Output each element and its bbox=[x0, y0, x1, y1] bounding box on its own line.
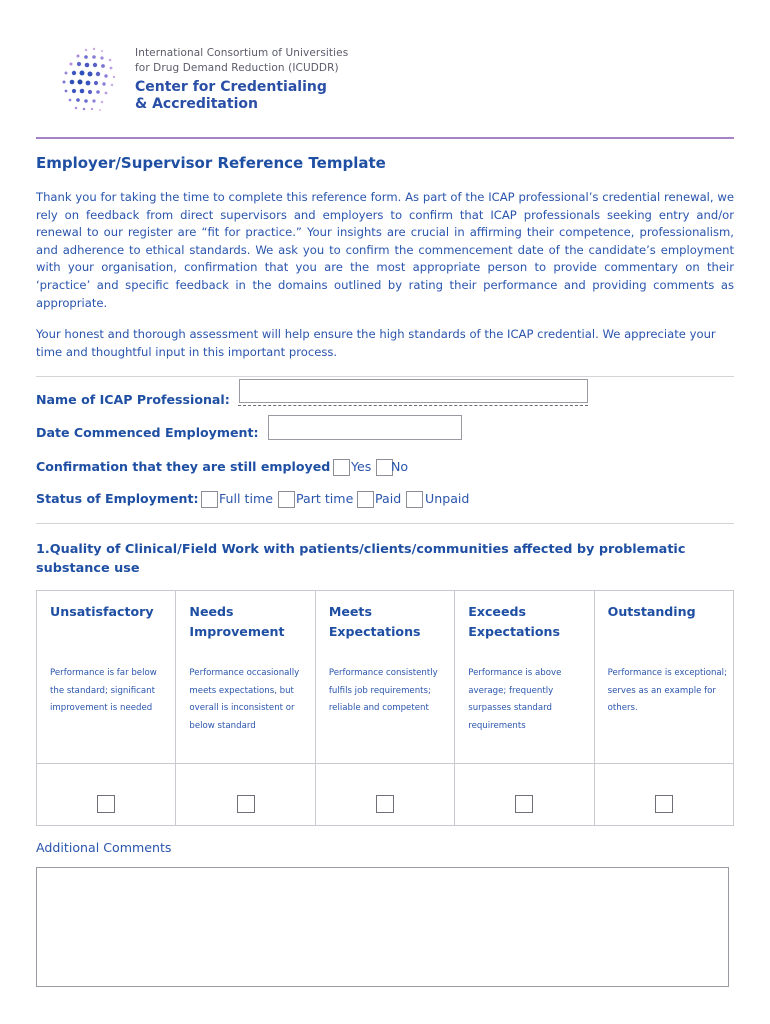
name-input[interactable] bbox=[239, 379, 588, 403]
full-time-checkbox[interactable] bbox=[201, 491, 218, 508]
rating-heading: Outstanding bbox=[607, 604, 696, 619]
rating-description: Performance is far below the standard; significant improvement is needed bbox=[50, 668, 157, 714]
confirm-yes-label: Yes bbox=[351, 459, 372, 474]
rating-description: Performance is above average; frequently surpasses standard requirements bbox=[468, 668, 562, 731]
rating-description: Performance consistently fulfils job requirements; reliable and competent bbox=[328, 668, 438, 714]
part-time-label: Part time bbox=[296, 491, 354, 506]
rating-row-divider bbox=[316, 763, 454, 764]
outstanding-checkbox[interactable] bbox=[655, 795, 673, 813]
rating-row-divider bbox=[455, 763, 593, 764]
globe-dots-icon bbox=[56, 40, 130, 120]
date-commenced-input[interactable] bbox=[268, 415, 462, 440]
form-title: Employer/Supervisor Reference Template bbox=[36, 154, 386, 172]
rating-description: Performance is exceptional; serves as an example for others. bbox=[607, 668, 727, 714]
center-name-line-1: Center for Credentialing bbox=[135, 79, 327, 95]
rating-heading: Meets Expectations bbox=[328, 604, 421, 639]
header-divider bbox=[36, 137, 734, 139]
confirmation-label: Confirmation that they are still employed bbox=[36, 459, 331, 474]
intro-paragraph: Thank you for taking the time to complete this reference form. As part of the ICAP professional’s credential renewal, we rely on feedback from direct supervisors and employers to confirm that ICAP professionals seeking entry and/or renewal to our register are “fit for practice.” Your insights are crucial in affirming their competence, professionalism, and adherence to ethical standards. We ask you to confirm the commencement date of the candidate’s employment with your organisation, confirmation that you are the most appropriate person to provide commentary on their ‘practice’ and specific feedback in the domains outlined by rating their performance and providing comments as appropriate. bbox=[36, 190, 734, 310]
name-label: Name of ICAP Professional: bbox=[36, 392, 230, 407]
rating-column-exceeds-expectations bbox=[455, 591, 594, 825]
rating-description: Performance occasionally meets expectations, but overall is inconsistent or below standard bbox=[189, 668, 300, 731]
rating-column-unsatisfactory bbox=[37, 591, 176, 825]
org-name-line-1: International Consortium of Universities bbox=[135, 47, 349, 59]
status-label: Status of Employment: bbox=[36, 491, 199, 506]
paid-label: Paid bbox=[375, 491, 402, 506]
section-1-title: 1.Quality of Clinical/Field Work with patients/clients/communities affected by problematic substance use bbox=[36, 542, 686, 576]
additional-comments-input[interactable] bbox=[36, 867, 729, 987]
unpaid-label: Unpaid bbox=[425, 491, 470, 506]
full-time-label: Full time bbox=[219, 491, 273, 506]
center-name-line-2: & Accreditation bbox=[135, 96, 258, 112]
exceeds-expectations-checkbox[interactable] bbox=[515, 795, 533, 813]
section-divider bbox=[36, 376, 734, 377]
rating-table bbox=[36, 590, 734, 826]
rating-heading: Exceeds Expectations bbox=[468, 604, 560, 639]
closing-paragraph: Your honest and thorough assessment will help ensure the high standards of the ICAP credential. We appreciate your time and thoughtful input in this important process. bbox=[36, 327, 716, 359]
unsatisfactory-checkbox[interactable] bbox=[97, 795, 115, 813]
meets-expectations-checkbox[interactable] bbox=[376, 795, 394, 813]
date-commenced-label: Date Commenced Employment: bbox=[36, 425, 259, 440]
rating-heading: Needs Improvement bbox=[189, 604, 285, 639]
name-underline bbox=[238, 405, 588, 406]
section-divider bbox=[36, 523, 734, 524]
rating-row-divider bbox=[37, 763, 175, 764]
rating-column-meets-expectations bbox=[316, 591, 455, 825]
needs-improvement-checkbox[interactable] bbox=[237, 795, 255, 813]
additional-comments-label: Additional Comments bbox=[36, 840, 172, 855]
org-name-line-2: for Drug Demand Reduction (ICUDDR) bbox=[135, 62, 339, 74]
confirm-no-label: No bbox=[391, 459, 409, 474]
paid-checkbox[interactable] bbox=[357, 491, 374, 508]
part-time-checkbox[interactable] bbox=[278, 491, 295, 508]
unpaid-checkbox[interactable] bbox=[406, 491, 423, 508]
rating-column-outstanding bbox=[595, 591, 733, 825]
rating-row-divider bbox=[595, 763, 733, 764]
icuddr-logo bbox=[56, 40, 349, 122]
rating-column-needs-improvement bbox=[176, 591, 315, 825]
rating-row-divider bbox=[176, 763, 314, 764]
rating-heading: Unsatisfactory bbox=[50, 604, 154, 619]
confirm-yes-checkbox[interactable] bbox=[333, 459, 350, 476]
